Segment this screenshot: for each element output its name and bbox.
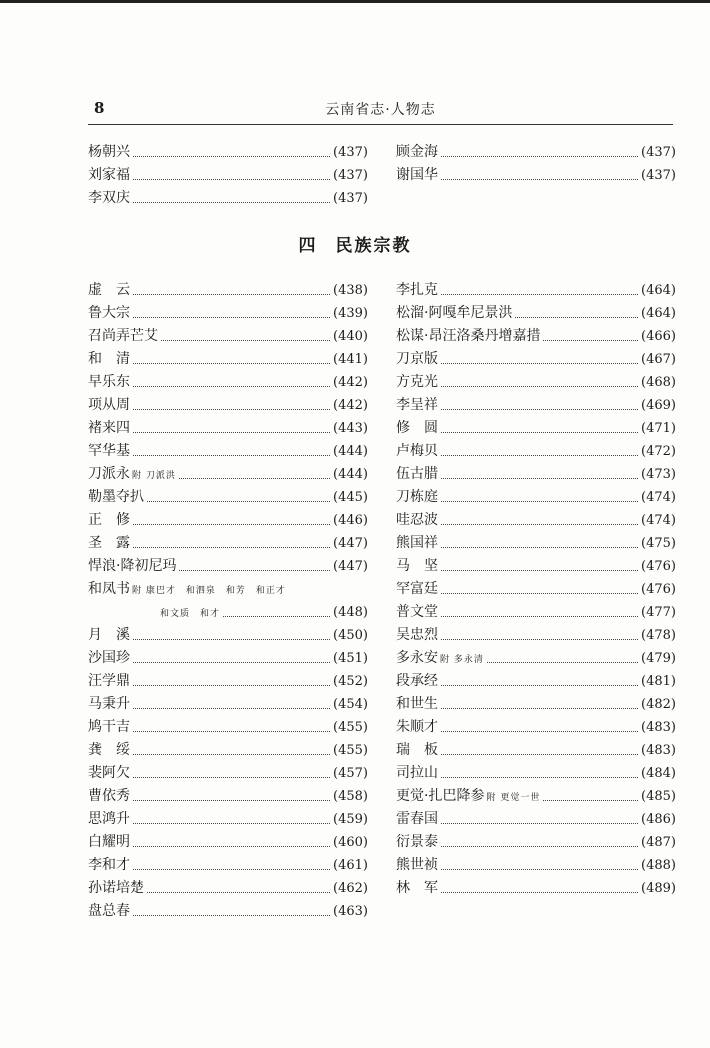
entry-name: 衍景泰 bbox=[396, 834, 438, 850]
entry-name: 马秉升 bbox=[88, 696, 130, 712]
leader-dots bbox=[133, 914, 330, 916]
entry-page: (443) bbox=[333, 421, 368, 436]
toc-entry bbox=[396, 532, 676, 555]
entry-page: (440) bbox=[333, 329, 368, 344]
entry-name: 孙诺培楚 bbox=[88, 880, 144, 896]
leader-dots bbox=[133, 753, 330, 755]
toc-entry bbox=[88, 302, 368, 325]
toc-entry bbox=[88, 739, 368, 762]
toc-entry bbox=[396, 877, 676, 900]
leader-dots bbox=[133, 316, 330, 318]
leader-dots bbox=[441, 408, 638, 410]
toc-entry bbox=[88, 624, 368, 647]
top-left-column bbox=[88, 141, 368, 210]
leader-dots bbox=[133, 293, 330, 295]
entry-name: 雷春国 bbox=[396, 811, 438, 827]
entry-page: (461) bbox=[333, 858, 368, 873]
entry-name: 李双庆 bbox=[88, 190, 130, 206]
entry-name: 思鸿升 bbox=[88, 811, 130, 827]
entry-name: 李扎克 bbox=[396, 282, 438, 298]
top-right-column bbox=[396, 141, 676, 187]
entry-name: 沙国珍 bbox=[88, 650, 130, 666]
entry-page: (466) bbox=[641, 329, 676, 344]
entry-name: 刀派永 bbox=[88, 466, 130, 482]
leader-dots bbox=[133, 523, 330, 525]
leader-dots bbox=[223, 615, 330, 617]
entry-name: 李和才 bbox=[88, 857, 130, 873]
entry-name: 盘总春 bbox=[88, 903, 130, 919]
leader-dots bbox=[441, 454, 638, 456]
entry-page: (437) bbox=[333, 168, 368, 183]
leader-dots bbox=[147, 500, 330, 502]
toc-entry bbox=[396, 164, 676, 187]
entry-page: (486) bbox=[641, 812, 676, 827]
entry-name: 龚 绥 bbox=[88, 742, 130, 758]
entry-name: 正 修 bbox=[88, 512, 130, 528]
entry-name: 裴阿欠 bbox=[88, 765, 130, 781]
entry-name: 普文堂 bbox=[396, 604, 438, 620]
entry-page: (447) bbox=[333, 536, 368, 551]
toc-entry bbox=[396, 141, 676, 164]
entry-appendix-note: 附 多永清 bbox=[440, 655, 484, 665]
toc-entry bbox=[88, 785, 368, 808]
entry-name: 司拉山 bbox=[396, 765, 438, 781]
entry-name: 松溜·阿嘎牟尼景洪 bbox=[396, 305, 513, 321]
entry-name: 虚 云 bbox=[88, 282, 130, 298]
page-number: 8 bbox=[94, 99, 105, 117]
entry-name: 汪学鼎 bbox=[88, 673, 130, 689]
entry-appendix-note: 和文质 和才 bbox=[160, 609, 221, 619]
entry-page: (481) bbox=[641, 674, 676, 689]
leader-dots bbox=[133, 845, 330, 847]
leader-dots bbox=[441, 707, 638, 709]
toc-entry bbox=[88, 877, 368, 900]
leader-dots bbox=[441, 178, 638, 180]
entry-page: (474) bbox=[641, 513, 676, 528]
toc-entry bbox=[88, 555, 368, 578]
leader-dots bbox=[133, 178, 330, 180]
leader-dots bbox=[441, 891, 638, 893]
toc-entry bbox=[88, 141, 368, 164]
toc-entry bbox=[88, 417, 368, 440]
left-column bbox=[88, 279, 368, 923]
entry-page: (455) bbox=[333, 720, 368, 735]
entry-name: 鲁大宗 bbox=[88, 305, 130, 321]
leader-dots bbox=[441, 592, 638, 594]
leader-dots bbox=[133, 638, 330, 640]
leader-dots bbox=[133, 155, 330, 157]
entry-page: (437) bbox=[641, 145, 676, 160]
entry-page: (479) bbox=[641, 651, 676, 666]
entry-name: 李呈祥 bbox=[396, 397, 438, 413]
toc-entry bbox=[396, 808, 676, 831]
header-rule bbox=[88, 124, 673, 125]
entry-page: (464) bbox=[641, 306, 676, 321]
leader-dots bbox=[441, 776, 638, 778]
entry-name: 罕华基 bbox=[88, 443, 130, 459]
entry-name: 修 圆 bbox=[396, 420, 438, 436]
entry-name: 褚来四 bbox=[88, 420, 130, 436]
entry-page: (474) bbox=[641, 490, 676, 505]
toc-entry bbox=[88, 532, 368, 555]
entry-name: 顾金海 bbox=[396, 144, 438, 160]
entry-page: (462) bbox=[333, 881, 368, 896]
toc-entry bbox=[88, 854, 368, 877]
entry-name: 更觉·扎巴降参 bbox=[396, 788, 485, 804]
entry-name: 项从周 bbox=[88, 397, 130, 413]
section-name: 民族宗教 bbox=[335, 236, 412, 256]
leader-dots bbox=[441, 569, 638, 571]
toc-entry bbox=[396, 739, 676, 762]
leader-dots bbox=[147, 891, 330, 893]
toc-entry bbox=[396, 463, 676, 486]
entry-name: 刀京版 bbox=[396, 351, 438, 367]
toc-entry bbox=[88, 716, 368, 739]
entry-page: (483) bbox=[641, 743, 676, 758]
entry-name: 方克光 bbox=[396, 374, 438, 390]
leader-dots bbox=[441, 868, 638, 870]
leader-dots bbox=[133, 822, 330, 824]
entry-page: (487) bbox=[641, 835, 676, 850]
entry-name: 马 坚 bbox=[396, 558, 438, 574]
entry-page: (442) bbox=[333, 375, 368, 390]
toc-entry bbox=[88, 440, 368, 463]
leader-dots bbox=[441, 500, 638, 502]
entry-page: (442) bbox=[333, 398, 368, 413]
toc-entry bbox=[88, 325, 368, 348]
entry-page: (445) bbox=[333, 490, 368, 505]
toc-entry bbox=[396, 831, 676, 854]
entry-page: (446) bbox=[333, 513, 368, 528]
leader-dots bbox=[133, 868, 330, 870]
entry-name: 瑞 板 bbox=[396, 742, 438, 758]
entry-appendix-note: 附 刀派洪 bbox=[132, 471, 176, 481]
entry-name: 卢梅贝 bbox=[396, 443, 438, 459]
leader-dots bbox=[441, 730, 638, 732]
entry-page: (439) bbox=[333, 306, 368, 321]
entry-page: (447) bbox=[333, 559, 368, 574]
entry-page: (460) bbox=[333, 835, 368, 850]
leader-dots bbox=[133, 776, 330, 778]
entry-page: (463) bbox=[333, 904, 368, 919]
leader-dots bbox=[441, 523, 638, 525]
entry-page: (450) bbox=[333, 628, 368, 643]
entry-page: (471) bbox=[641, 421, 676, 436]
leader-dots bbox=[133, 707, 330, 709]
toc-entry bbox=[88, 394, 368, 417]
entry-name: 林 军 bbox=[396, 880, 438, 896]
leader-dots bbox=[441, 615, 638, 617]
toc-entry bbox=[396, 371, 676, 394]
entry-name: 月 溪 bbox=[88, 627, 130, 643]
toc-entry bbox=[88, 187, 368, 210]
toc-entry bbox=[396, 601, 676, 624]
leader-dots bbox=[515, 316, 638, 318]
toc-entry bbox=[396, 302, 676, 325]
top-border bbox=[0, 0, 710, 3]
entry-appendix-note: 附 康巴才 和泗泉 和芳 和正才 bbox=[132, 586, 286, 596]
entry-page: (483) bbox=[641, 720, 676, 735]
leader-dots bbox=[179, 477, 330, 479]
toc-entry bbox=[396, 762, 676, 785]
entry-name: 曹依秀 bbox=[88, 788, 130, 804]
leader-dots bbox=[441, 638, 638, 640]
entry-page: (438) bbox=[333, 283, 368, 298]
entry-name: 松谋·昂汪洛桑丹增嘉措 bbox=[396, 328, 541, 344]
leader-dots bbox=[543, 339, 638, 341]
leader-dots bbox=[133, 385, 330, 387]
toc-entry bbox=[88, 831, 368, 854]
leader-dots bbox=[133, 408, 330, 410]
entry-page: (476) bbox=[641, 582, 676, 597]
toc-entry bbox=[396, 555, 676, 578]
toc-entry bbox=[396, 279, 676, 302]
entry-page: (476) bbox=[641, 559, 676, 574]
leader-dots bbox=[133, 684, 330, 686]
leader-dots bbox=[543, 799, 638, 801]
entry-name: 早乐东 bbox=[88, 374, 130, 390]
toc-entry bbox=[396, 716, 676, 739]
entry-name: 吴忠烈 bbox=[396, 627, 438, 643]
entry-name: 悍浪·降初尼玛 bbox=[88, 558, 177, 574]
leader-dots bbox=[441, 546, 638, 548]
page-header bbox=[88, 99, 673, 123]
entry-name: 哇忍波 bbox=[396, 512, 438, 528]
toc-entry bbox=[88, 762, 368, 785]
running-title: 云南省志·人物志 bbox=[325, 102, 436, 118]
entry-page: (451) bbox=[333, 651, 368, 666]
entry-page: (437) bbox=[333, 145, 368, 160]
entry-name: 杨朝兴 bbox=[88, 144, 130, 160]
toc-entry bbox=[396, 417, 676, 440]
entry-page: (477) bbox=[641, 605, 676, 620]
entry-page: (488) bbox=[641, 858, 676, 873]
leader-dots bbox=[161, 339, 330, 341]
toc-entry bbox=[396, 440, 676, 463]
toc-entry bbox=[396, 486, 676, 509]
entry-name: 召尚弄芒艾 bbox=[88, 328, 158, 344]
entry-name: 勒墨夺扒 bbox=[88, 489, 144, 505]
toc-entry bbox=[396, 647, 676, 670]
entry-name: 朱顺才 bbox=[396, 719, 438, 735]
entry-page: (455) bbox=[333, 743, 368, 758]
toc-entry bbox=[88, 348, 368, 371]
toc-entry bbox=[396, 693, 676, 716]
entry-page: (482) bbox=[641, 697, 676, 712]
leader-dots bbox=[441, 684, 638, 686]
entry-page: (444) bbox=[333, 467, 368, 482]
leader-dots bbox=[133, 661, 330, 663]
leader-dots bbox=[441, 477, 638, 479]
entry-page: (437) bbox=[333, 191, 368, 206]
entry-page: (452) bbox=[333, 674, 368, 689]
entry-page: (464) bbox=[641, 283, 676, 298]
entry-name: 刘家福 bbox=[88, 167, 130, 183]
entry-page: (457) bbox=[333, 766, 368, 781]
toc-entry bbox=[88, 670, 368, 693]
entry-name: 段承经 bbox=[396, 673, 438, 689]
entry-page: (444) bbox=[333, 444, 368, 459]
entry-page: (489) bbox=[641, 881, 676, 896]
entry-name: 刀栋庭 bbox=[396, 489, 438, 505]
leader-dots bbox=[441, 362, 638, 364]
leader-dots bbox=[133, 454, 330, 456]
toc-entry bbox=[88, 900, 368, 923]
toc-entry bbox=[88, 808, 368, 831]
toc-entry bbox=[396, 394, 676, 417]
entry-page: (484) bbox=[641, 766, 676, 781]
toc-entry bbox=[396, 670, 676, 693]
entry-name: 伍古腊 bbox=[396, 466, 438, 482]
toc-entry bbox=[88, 371, 368, 394]
toc-entry bbox=[88, 486, 368, 509]
toc-entry bbox=[396, 624, 676, 647]
toc-entry bbox=[88, 509, 368, 532]
entry-page: (467) bbox=[641, 352, 676, 367]
entry-continuation bbox=[88, 601, 368, 624]
entry-page: (441) bbox=[333, 352, 368, 367]
leader-dots bbox=[441, 431, 638, 433]
leader-dots bbox=[133, 201, 330, 203]
entry-page: (475) bbox=[641, 536, 676, 551]
entry-page: (485) bbox=[641, 789, 676, 804]
toc-entry bbox=[88, 164, 368, 187]
entry-page: (459) bbox=[333, 812, 368, 827]
leader-dots bbox=[133, 799, 330, 801]
section-title bbox=[0, 231, 710, 256]
entry-page: (472) bbox=[641, 444, 676, 459]
toc-entry bbox=[396, 325, 676, 348]
entry-name: 鸠干吉 bbox=[88, 719, 130, 735]
entry-name: 多永安 bbox=[396, 650, 438, 666]
entry-name: 熊国祥 bbox=[396, 535, 438, 551]
entry-page: (468) bbox=[641, 375, 676, 390]
toc-entry bbox=[88, 693, 368, 716]
entry-page: (437) bbox=[641, 168, 676, 183]
leader-dots bbox=[441, 822, 638, 824]
leader-dots bbox=[133, 546, 330, 548]
entry-name: 罕富廷 bbox=[396, 581, 438, 597]
toc-entry bbox=[396, 785, 676, 808]
entry-name: 谢国华 bbox=[396, 167, 438, 183]
toc-entry bbox=[396, 854, 676, 877]
leader-dots bbox=[179, 569, 330, 571]
toc-entry bbox=[396, 509, 676, 532]
entry-page: (448) bbox=[333, 605, 368, 620]
leader-dots bbox=[441, 155, 638, 157]
entry-page: (454) bbox=[333, 697, 368, 712]
entry-name: 和世生 bbox=[396, 696, 438, 712]
entry-page: (458) bbox=[333, 789, 368, 804]
toc-entry bbox=[88, 647, 368, 670]
entry-page: (478) bbox=[641, 628, 676, 643]
entry-name: 白耀明 bbox=[88, 834, 130, 850]
leader-dots bbox=[441, 293, 638, 295]
entry-page: (469) bbox=[641, 398, 676, 413]
entry-appendix-note: 附 更觉一世 bbox=[486, 793, 541, 803]
entry-name: 圣 露 bbox=[88, 535, 130, 551]
leader-dots bbox=[441, 845, 638, 847]
leader-dots bbox=[441, 385, 638, 387]
leader-dots bbox=[133, 431, 330, 433]
section-number: 四 bbox=[298, 236, 318, 256]
toc-entry bbox=[396, 578, 676, 601]
leader-dots bbox=[133, 362, 330, 364]
right-column bbox=[396, 279, 676, 900]
leader-dots bbox=[487, 661, 638, 663]
toc-entry bbox=[396, 348, 676, 371]
leader-dots bbox=[133, 730, 330, 732]
toc-entry bbox=[88, 279, 368, 302]
toc-entry bbox=[88, 578, 368, 601]
toc-entry bbox=[88, 463, 368, 486]
entry-name: 和凤书 bbox=[88, 581, 130, 597]
entry-name: 和 清 bbox=[88, 351, 130, 367]
entry-page: (473) bbox=[641, 467, 676, 482]
leader-dots bbox=[441, 753, 638, 755]
entry-name: 熊世祯 bbox=[396, 857, 438, 873]
